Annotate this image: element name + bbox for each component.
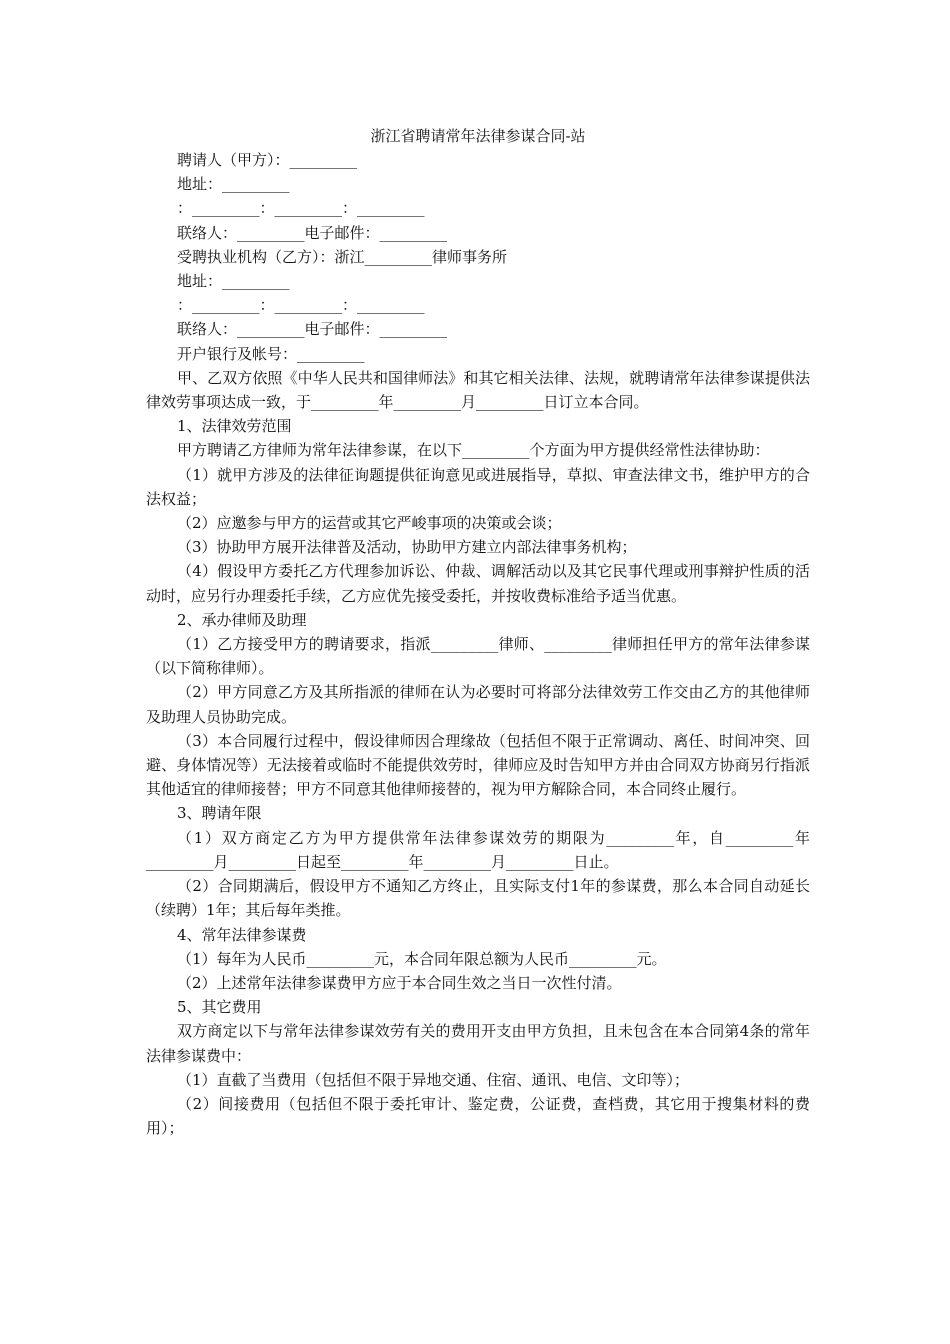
section5-heading: 5、其它费用 xyxy=(177,998,262,1017)
section2-heading: 2、承办律师及助理 xyxy=(177,610,307,629)
section3-heading: 3、聘请年限 xyxy=(177,804,262,823)
preamble: 甲、乙双方依照《中华人民共和国律师法》和其它相关法律、法规，就聘请常年法律参谋提供法律效劳事项达成一致，于_________年_________月_________日订立本合同。 xyxy=(146,368,810,412)
section3-item: （2）合同期满后，假设甲方不通知乙方终止，且实际支付1年的参谋费，那么本合同自动延长（续聘）1年；其后每年类推。 xyxy=(146,877,810,920)
party-a-contact-email: 联络人：_________电子邮件：_________ xyxy=(177,223,448,242)
section2-item: （1）乙方接受甲方的聘请要求，指派_________律师、_________律师担任甲方的常年法律参谋（以下简称律师）。 xyxy=(146,635,810,678)
section1-heading: 1、法律效劳范围 xyxy=(177,417,292,436)
section5-item: （2）间接费用（包括但不限于委托审计、鉴定费，公证费，查档费，其它用于搜集材料的费用）； xyxy=(146,1094,810,1138)
section1-item: （2）应邀参与甲方的运营或其它严峻事项的决策或会谈； xyxy=(177,514,562,533)
party-b-bank: 开户银行及帐号：_________ xyxy=(177,344,365,363)
party-b-firm: 受聘执业机构（乙方）：浙江_________律师事务所 xyxy=(177,247,508,266)
party-a-address: 地址：_________ xyxy=(177,175,290,194)
section2-item: （3）本合同履行过程中，假设律师因合理缘故（包括但不限于正常调动、离任、时间冲突、回避、身体情况等）无法接着或临时不能提供效劳时，律师应及时告知甲方并由合同双方协商另行指派其他适宜的律师接替；甲方不同意其他律师接替的，视为甲方解除合同，本合同终止履行。 xyxy=(146,731,810,799)
section5-item: （1）直截了当费用（包括但不限于异地交通、住宿、通讯、电信、文印等）； xyxy=(177,1070,690,1089)
section4-item: （2）上述常年法律参谋费甲方应于本合同生效之当日一次性付清。 xyxy=(177,973,622,992)
party-a-employer: 聘请人（甲方）：_________ xyxy=(177,151,358,169)
section5-intro: 双方商定以下与常年法律参谋效劳有关的费用开支由甲方负担，且未包含在本合同第4条的常年法律参谋费中： xyxy=(146,1022,810,1065)
party-b-contact-numbers: ：_________：_________：_________ xyxy=(177,296,425,315)
document-body xyxy=(146,124,810,1140)
section4-heading: 4、常年法律参谋费 xyxy=(177,925,307,944)
section1-item: （1）就甲方涉及的法律征询题提供征询意见或进展指导，草拟、审查法律文书，维护甲方的合法权益； xyxy=(146,465,810,508)
party-b-contact-email: 联络人：_________电子邮件：_________ xyxy=(177,320,448,339)
party-a-contact-numbers: ：_________：_________：_________ xyxy=(177,199,425,218)
section1-item: （3）协助甲方展开法律普及活动，协助甲方建立内部法律事务机构； xyxy=(177,538,637,557)
party-b-address: 地址：_________ xyxy=(177,272,290,291)
document-title: 浙江省聘请常年法律参谋合同-站 xyxy=(370,127,586,145)
section1-item: （4）假设甲方委托乙方代理参加诉讼、仲裁、调解活动以及其它民事代理或刑事辩护性质的活动时，应另行办理委托手续，乙方应优先接受委托，并按收费标准给予适当优惠。 xyxy=(146,562,810,605)
section3-item: （1）双方商定乙方为甲方提供常年法律参谋效劳的期限为_________年，自_________年_________月_________日起至_________年_________月_________日止。 xyxy=(146,828,810,871)
section1-intro: 甲方聘请乙方律师为常年法律参谋，在以下_________个方面为甲方提供经常性法律协助： xyxy=(177,441,770,460)
section4-item: （1）每年为人民币_________元，本合同年限总额为人民币_________元。 xyxy=(177,949,667,968)
section2-item: （2）甲方同意乙方及其所指派的律师在认为必要时可将部分法律效劳工作交由乙方的其他律师及助理人员协助完成。 xyxy=(146,683,810,726)
